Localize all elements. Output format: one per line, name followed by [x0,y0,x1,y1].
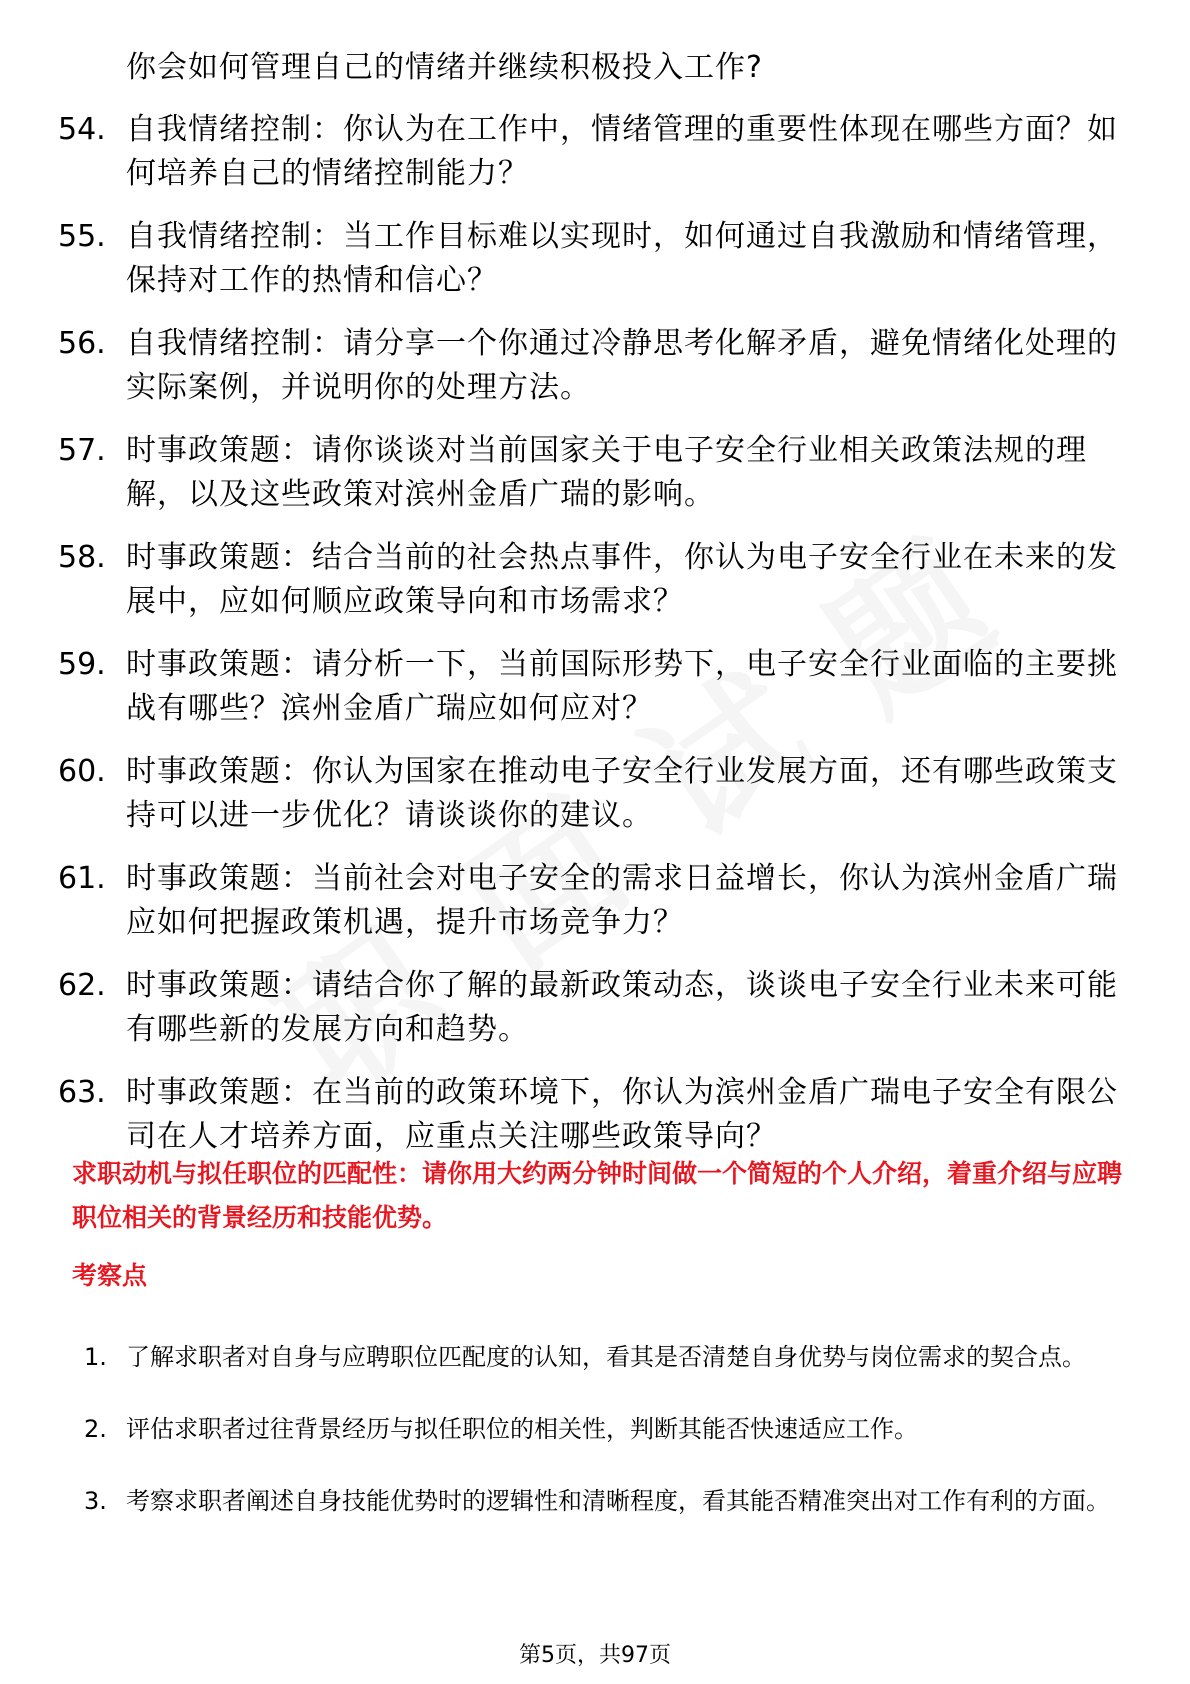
list-item-number: 1. [84,1343,107,1371]
question-item [58,964,1128,1052]
continued-question-text: 你会如何管理自己的情绪并继续积极投入工作? [126,50,763,85]
list-item [84,1327,1124,1387]
question-item [58,429,1128,517]
question-item [58,857,1128,945]
question-item [58,1071,1128,1159]
question-number: 63. [58,1075,106,1110]
question-number: 61. [58,861,106,896]
question-text: 自我情绪控制：请分享一个你通过冷静思考化解矛盾，避免情绪化处理的实际案例，并说明你的处理方法。 [126,326,1118,405]
page-footer: 第5页，共97页 [519,1643,671,1668]
question-number: 57. [58,433,106,468]
question-item [58,322,1128,410]
question-list [58,108,1128,1178]
sub-heading: 考察点 [72,1261,148,1290]
question-text: 时事政策题：请分析一下，当前国际形势下，电子安全行业面临的主要挑战有哪些？滨州金盾广瑞应如何应对？ [126,647,1118,726]
question-item [58,108,1128,196]
question-number: 56. [58,326,106,361]
question-text: 时事政策题：请结合你了解的最新政策动态，谈谈电子安全行业未来可能有哪些新的发展方向和趋势。 [126,968,1118,1047]
question-number: 54. [58,112,106,147]
question-number: 60. [58,754,106,789]
list-item [84,1471,1124,1531]
list-item-text: 评估求职者过往背景经历与拟任职位的相关性，判断其能否快速适应工作。 [126,1415,918,1443]
list-item-text: 考察求职者阐述自身技能优势时的逻辑性和清晰程度，看其能否精准突出对工作有利的方面。 [126,1487,1110,1515]
question-item [58,750,1128,838]
question-text: 时事政策题：结合当前的社会热点事件，你认为电子安全行业在未来的发展中，应如何顺应政策导向和市场需求？ [126,540,1118,619]
question-number: 59. [58,647,106,682]
question-item [58,643,1128,731]
list-item-number: 2. [84,1415,107,1443]
question-text: 自我情绪控制：当工作目标难以实现时，如何通过自我激励和情绪管理，保持对工作的热情和信心？ [126,219,1118,298]
question-number: 58. [58,540,106,575]
assessment-point-list [84,1327,1124,1543]
list-item-text: 了解求职者对自身与应聘职位匹配度的认知，看其是否清楚自身优势与岗位需求的契合点。 [126,1343,1086,1371]
section-heading: 求职动机与拟任职位的匹配性：请你用大约两分钟时间做一个简短的个人介绍，着重介绍与应聘职位相关的背景经历和技能优势。 [72,1159,1123,1232]
question-number: 55. [58,219,106,254]
question-text: 时事政策题：当前社会对电子安全的需求日益增长，你认为滨州金盾广瑞应如何把握政策机遇，提升市场竞争力？ [126,861,1118,940]
question-text: 时事政策题：请你谈谈对当前国家关于电子安全行业相关政策法规的理解，以及这些政策对滨州金盾广瑞的影响。 [126,433,1087,512]
question-text: 时事政策题：你认为国家在推动电子安全行业发展方面，还有哪些政策支持可以进一步优化？请谈谈你的建议。 [126,754,1118,833]
list-item [84,1399,1124,1459]
question-text: 自我情绪控制：你认为在工作中，情绪管理的重要性体现在哪些方面？如何培养自己的情绪控制能力？ [126,112,1118,191]
list-item-number: 3. [84,1487,107,1515]
question-item [58,536,1128,624]
question-number: 62. [58,968,106,1003]
question-text: 时事政策题：在当前的政策环境下，你认为滨州金盾广瑞电子安全有限公司在人才培养方面，应重点关注哪些政策导向？ [126,1075,1118,1154]
question-item [58,215,1128,303]
